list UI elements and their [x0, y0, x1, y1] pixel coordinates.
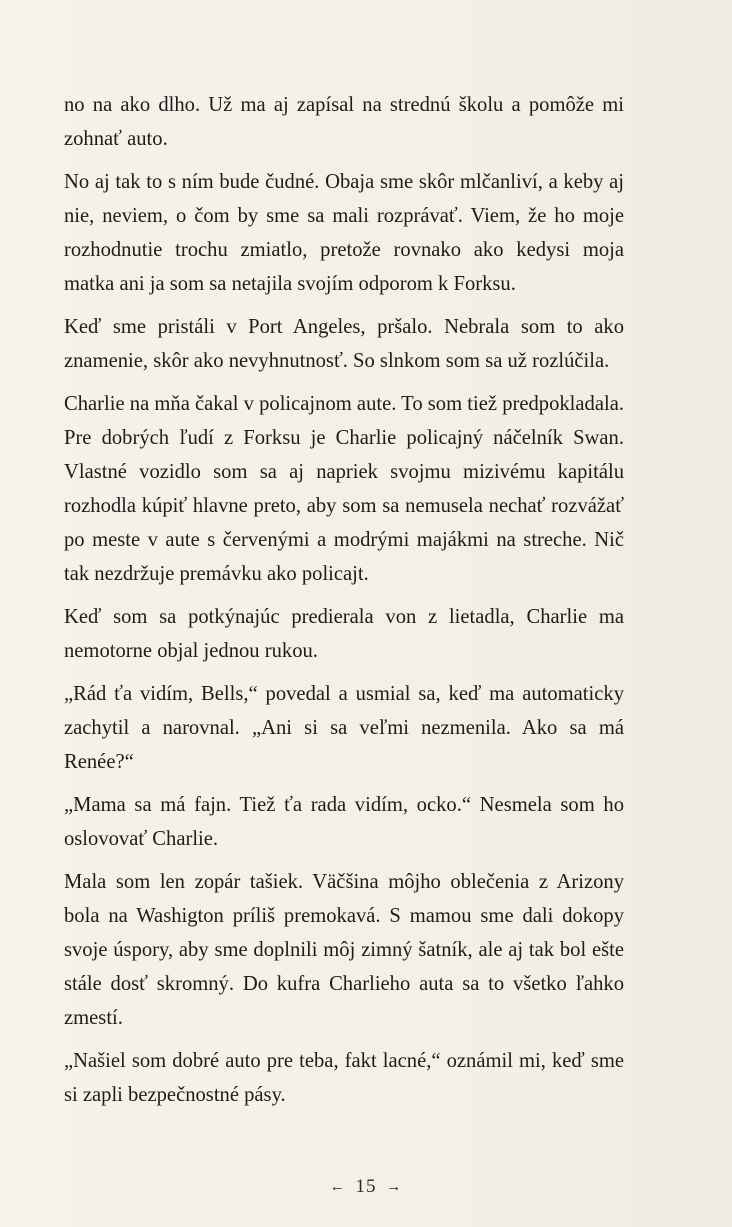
- paragraph-9: „Našiel som dobré auto pre teba, fakt lacné,“ oznámil mi, keď sme si zapli bezpečnostné pásy.: [64, 1049, 624, 1107]
- paragraph-4: Charlie na mňa čakal v policajnom aute. To som tiež predpokladala. Pre dobrých ľudí z Forksu je Charlie policajný náčelník Swan. Vlastné vozidlo som sa aj napriek svojmu mizivému kapitálu rozhodla kúpiť hlavne preto, aby som sa nemusela nechať rozvážať po meste v aute s červenými a modrými majákmi na streche. Nič tak nezdržuje premávku ako policajt.: [64, 392, 624, 586]
- arrow-left-icon: ←: [329, 1179, 346, 1195]
- paragraph-5: Keď som sa potkýnajúc predierala von z lietadla, Charlie ma nemotorne objal jednou rukou.: [64, 606, 624, 663]
- paragraph-1: no na ako dlho. Už ma aj zapísal na strednú školu a pomôže mi zohnať auto.: [64, 94, 624, 151]
- body-text: [64, 88, 624, 1112]
- paragraph-7: „Mama sa má fajn. Tiež ťa rada vidím, ocko.“ Nesmela som ho oslovovať Charlie.: [64, 793, 624, 850]
- paragraph-2: No aj tak to s ním bude čudné. Obaja sme skôr mlčanliví, a keby aj nie, neviem, o čom by sme sa mali rozprávať. Viem, že ho moje rozhodnutie trochu zmiatlo, pretože rovnako ako kedysi moja matka ani ja som sa netajila svojím odporom k Forksu.: [64, 170, 624, 296]
- arrow-right-icon: →: [386, 1179, 403, 1195]
- page-footer: [0, 1176, 732, 1198]
- paragraph-8: Mala som len zopár tašiek. Väčšina môjho oblečenia z Arizony bola na Washigton príliš premokavá. S mamou sme dali dokopy svoje úspory, aby sme doplnili môj zimný šatník, ale aj tak bol ešte stále dosť skromný. Do kufra Charlieho auta sa to všetko ľahko zmestí.: [64, 870, 624, 1030]
- paragraph-6: „Rád ťa vidím, Bells,“ povedal a usmial sa, keď ma automaticky zachytil a narovnal. „Ani si sa veľmi nezmenila. Ako sa má Renée?“: [64, 682, 624, 774]
- page-number: 15: [355, 1176, 377, 1197]
- paragraph-3: Keď sme pristáli v Port Angeles, pršalo. Nebrala som to ako znamenie, skôr ako nevyhnutnosť. So slnkom som sa už rozlúčila.: [64, 315, 624, 373]
